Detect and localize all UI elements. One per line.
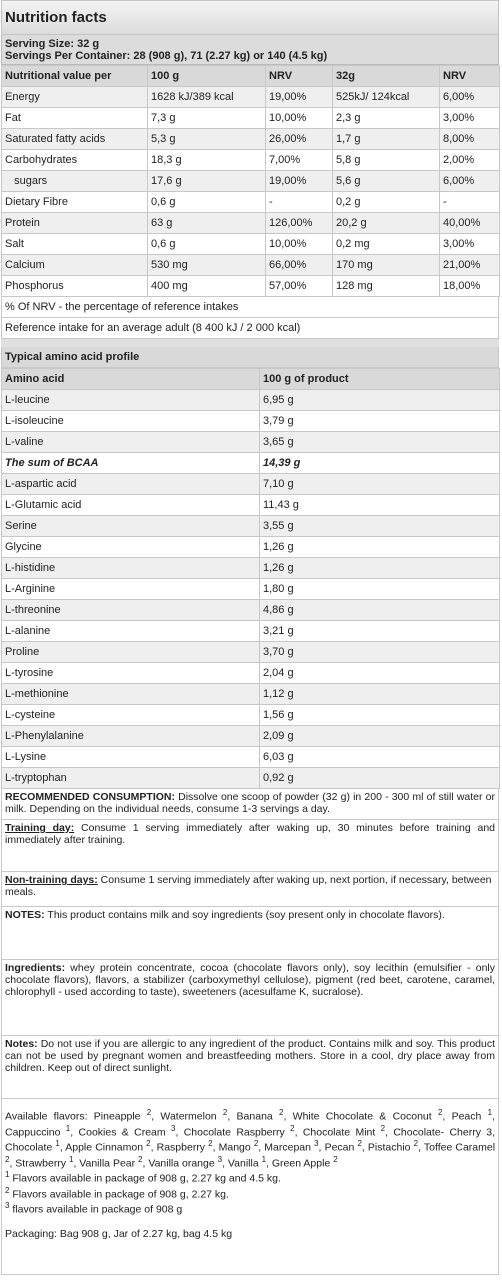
footnote-line: [5, 1169, 495, 1185]
flavor-name: Green Apple: [271, 1157, 331, 1169]
amino-row: [2, 705, 500, 726]
nutrition-cell: Fat: [2, 108, 148, 129]
amino-cell: 6,03 g: [260, 747, 500, 768]
nutrition-cell: 17,6 g: [148, 171, 266, 192]
notes-label: NOTES:: [5, 909, 45, 921]
amino-row: [2, 411, 500, 432]
amino-cell: L-methionine: [2, 684, 260, 705]
nutrition-cell: Salt: [2, 234, 148, 255]
nutrition-header-cell: Nutritional value per: [2, 66, 148, 87]
nutrition-cell: 1,7 g: [333, 129, 440, 150]
nutrition-table: [1, 65, 500, 297]
nutrition-row: [2, 150, 500, 171]
amino-cell: L-Arginine: [2, 579, 260, 600]
footnote-text: flavors available in package of 908 g: [9, 1203, 183, 1216]
amino-header-cell: 100 g of product: [260, 369, 500, 390]
nutrition-cell: 170 mg: [333, 255, 440, 276]
flavor-footnote-mark: 2: [437, 1108, 443, 1117]
amino-row: [2, 453, 500, 474]
flavors-intro: Available flavors:: [5, 1110, 88, 1123]
flavor-footnote-mark: 1: [55, 1139, 60, 1148]
nutrition-cell: 0,2 g: [333, 192, 440, 213]
footnote-line: [5, 1200, 495, 1216]
footnote-mark: 2: [5, 1185, 10, 1195]
flavor-name: Chocolate Raspberry: [183, 1126, 285, 1138]
nutrition-cell: 0,2 mg: [333, 234, 440, 255]
nutrition-cell: 26,00%: [266, 129, 333, 150]
amino-cell: 1,80 g: [260, 579, 500, 600]
amino-row: [2, 432, 500, 453]
nutrition-row: [2, 276, 500, 297]
flavor-footnote-mark: 2: [222, 1108, 228, 1117]
training-day-label: Training day:: [5, 822, 75, 834]
amino-cell: L-cysteine: [2, 705, 260, 726]
nutrition-cell: 5,8 g: [333, 150, 440, 171]
flavor-name: Vanilla orange: [148, 1157, 215, 1169]
flavor-name: Pineapple: [93, 1110, 141, 1123]
nutrition-header-cell: NRV: [266, 66, 333, 87]
nrv-note: % Of NRV - the percentage of reference intakes: [1, 297, 499, 318]
amino-cell: Proline: [2, 642, 260, 663]
nutrition-cell: 0,6 g: [148, 234, 266, 255]
amino-cell: L-threonine: [2, 600, 260, 621]
notes-block: [1, 907, 499, 960]
flavor-name: Marcepan: [264, 1141, 311, 1154]
nutrition-row: [2, 108, 500, 129]
nutrition-cell: 7,3 g: [148, 108, 266, 129]
nutrition-cell: Calcium: [2, 255, 148, 276]
amino-table: [1, 368, 500, 789]
amino-row: [2, 558, 500, 579]
notes-text: This product contains milk and soy ingredients (soy present only in chocolate flavors).: [44, 909, 445, 921]
ingredients-label: Ingredients:: [5, 962, 66, 974]
nutrition-header-cell: 32g: [333, 66, 440, 87]
warnings-label: Notes:: [5, 1038, 38, 1050]
nutrition-cell: 5,3 g: [148, 129, 266, 150]
amino-row: [2, 579, 500, 600]
serving-size: Serving Size: 32 g: [5, 38, 100, 50]
amino-cell: L-histidine: [2, 558, 260, 579]
amino-cell: 7,10 g: [260, 474, 500, 495]
nutrition-row: [2, 234, 500, 255]
nutrition-cell: 21,00%: [440, 255, 500, 276]
warnings-block: [1, 1036, 499, 1099]
amino-cell: 14,39 g: [260, 453, 500, 474]
amino-cell: L-Lysine: [2, 747, 260, 768]
nutrition-cell: 20,2 g: [333, 213, 440, 234]
flavor-footnote-mark: 2: [253, 1139, 259, 1148]
nutrition-cell: 525kJ/ 124kcal: [333, 87, 440, 108]
nutrition-row: [2, 213, 500, 234]
amino-cell: 2,09 g: [260, 726, 500, 747]
nutrition-cell: Carbohydrates: [2, 150, 148, 171]
amino-cell: L-valine: [2, 432, 260, 453]
amino-cell: L-Glutamic acid: [2, 495, 260, 516]
nutrition-cell: 19,00%: [266, 87, 333, 108]
nutrition-row: [2, 255, 500, 276]
nutrition-cell: Saturated fatty acids: [2, 129, 148, 150]
non-training-label: Non-training days:: [5, 874, 98, 886]
amino-cell: L-Phenylalanine: [2, 726, 260, 747]
training-day-text: Consume 1 serving immediately after waking up, 30 minutes before training and immediately after training.: [5, 822, 495, 846]
flavor-name: Chocolate Mint: [302, 1126, 376, 1138]
flavor-footnotes: [5, 1169, 495, 1216]
amino-row: [2, 726, 500, 747]
nutrition-cell: 126,00%: [266, 213, 333, 234]
amino-cell: L-isoleucine: [2, 411, 260, 432]
nutrition-cell: 63 g: [148, 213, 266, 234]
serving-info: [1, 35, 499, 65]
nutrition-header-row: [2, 66, 500, 87]
amino-cell: L-leucine: [2, 390, 260, 411]
flavor-footnote-mark: 2: [138, 1154, 143, 1164]
flavor-name: Peach: [451, 1110, 482, 1123]
flavor-footnote-mark: 2: [146, 1139, 151, 1148]
flavor-name: Mango: [218, 1141, 251, 1154]
nutrition-cell: 6,00%: [440, 87, 500, 108]
nutrition-cell: 400 mg: [148, 276, 266, 297]
amino-cell: 1,26 g: [260, 537, 500, 558]
nutrition-cell: 1628 kJ/389 kcal: [148, 87, 266, 108]
amino-cell: 0,92 g: [260, 768, 500, 789]
warnings-text: Do not use if you are allergic to any ingredient of the product. Contains milk and soy. This product can not be used by pregnant women and breastfeeding mothers. Store in a cool, dry place away from children. Keep out of direct sunlight.: [5, 1038, 495, 1074]
amino-row: [2, 474, 500, 495]
amino-cell: 1,56 g: [260, 705, 500, 726]
nutrition-cell: Energy: [2, 87, 148, 108]
flavors-block: [1, 1099, 499, 1275]
nutrition-cell: 2,3 g: [333, 108, 440, 129]
flavor-name: Cookies & Cream: [78, 1126, 166, 1138]
nutrition-cell: Protein: [2, 213, 148, 234]
nutrition-cell: 66,00%: [266, 255, 333, 276]
flavor-name: Watermelon: [160, 1110, 217, 1123]
nutrition-cell: -: [266, 192, 333, 213]
amino-row: [2, 747, 500, 768]
consumption-text: Dissolve one scoop of powder (32 g) in 200 - 300 ml of still water or milk. Depending on the individual needs, consume 1-3 servings a day.: [5, 791, 495, 815]
ingredients-block: [1, 960, 499, 1036]
footnote-text: Flavors available in package of 908 g, 2.27 kg.: [9, 1188, 229, 1200]
footnote-mark: 3: [5, 1201, 10, 1210]
nutrition-cell: 530 mg: [148, 255, 266, 276]
amino-cell: 3,65 g: [260, 432, 500, 453]
nutrition-cell: 3,00%: [440, 234, 500, 255]
footnote-mark: 1: [5, 1170, 10, 1179]
amino-row: [2, 642, 500, 663]
nutrition-document: [1, 0, 499, 1275]
amino-row: [2, 495, 500, 516]
nutrition-cell: 57,00%: [266, 276, 333, 297]
amino-row: [2, 663, 500, 684]
flavor-footnote-mark: 2: [208, 1139, 213, 1148]
flavor-footnote-mark: 2: [279, 1108, 284, 1117]
flavor-footnote-mark: 1: [487, 1108, 493, 1117]
non-training-block: [1, 872, 499, 907]
footnote-text: Flavors available in package of 908 g, 2.27 kg and 4.5 kg.: [9, 1172, 281, 1185]
nutrition-cell: 19,00%: [266, 171, 333, 192]
packaging-text: Packaging: Bag 908 g, Jar of 2.27 kg, bag 4.5 kg: [5, 1227, 233, 1240]
flavor-footnote-mark: 2: [146, 1108, 152, 1117]
flavor-footnote-mark: 2: [413, 1139, 419, 1148]
flavor-footnote-mark: 3: [314, 1139, 319, 1148]
nutrition-header-cell: 100 g: [148, 66, 266, 87]
nutrition-cell: -: [440, 192, 500, 213]
flavor-name: White Chocolate & Coconut: [292, 1110, 432, 1123]
flavor-name: Banana: [236, 1110, 273, 1123]
amino-cell: L-tryptophan: [2, 768, 260, 789]
flavor-footnote-mark: 2: [357, 1139, 362, 1148]
footnote-line: [5, 1185, 495, 1201]
nutrition-cell: 8,00%: [440, 129, 500, 150]
nutrition-cell: 10,00%: [266, 108, 333, 129]
nutrition-cell: 18,00%: [440, 276, 500, 297]
amino-cell: 3,70 g: [260, 642, 500, 663]
nutrition-cell: 7,00%: [266, 150, 333, 171]
amino-cell: Serine: [2, 516, 260, 537]
nutrition-cell: Dietary Fibre: [2, 192, 148, 213]
nutrition-row: [2, 129, 500, 150]
amino-cell: L-alanine: [2, 621, 260, 642]
flavor-name: Raspberry: [156, 1141, 206, 1154]
training-day-block: [1, 820, 499, 872]
amino-header-cell: Amino acid: [2, 369, 260, 390]
amino-cell: Glycine: [2, 537, 260, 558]
amino-row: [2, 684, 500, 705]
nutrition-row: [2, 171, 500, 192]
amino-row: [2, 768, 500, 789]
amino-cell: 1,12 g: [260, 684, 500, 705]
amino-profile-title: Typical amino acid profile: [1, 347, 499, 368]
flavor-name: Cappuccino: [5, 1126, 61, 1138]
nutrition-cell: Phosphorus: [2, 276, 148, 297]
amino-cell: L-tyrosine: [2, 663, 260, 684]
consumption-block: [1, 789, 499, 820]
flavor-name: Vanilla: [227, 1157, 259, 1169]
amino-header-row: [2, 369, 500, 390]
amino-row: [2, 621, 500, 642]
flavor-footnote-mark: 2: [333, 1154, 338, 1164]
nutrition-cell: 10,00%: [266, 234, 333, 255]
amino-cell: L-aspartic acid: [2, 474, 260, 495]
amino-cell: 6,95 g: [260, 390, 500, 411]
amino-row: [2, 600, 500, 621]
amino-cell: 2,04 g: [260, 663, 500, 684]
nutrition-cell: 128 mg: [333, 276, 440, 297]
flavor-footnote-mark: 1: [68, 1154, 74, 1164]
flavor-name: Pecan: [324, 1141, 355, 1154]
nutrition-header-cell: NRV: [440, 66, 500, 87]
amino-cell: 3,55 g: [260, 516, 500, 537]
nutrition-row: [2, 87, 500, 108]
flavor-name: Apple Cinnamon: [65, 1141, 144, 1154]
page-title: Nutrition facts: [1, 0, 499, 35]
flavor-footnote-mark: 2: [290, 1123, 295, 1133]
flavor-footnote-mark: 2: [5, 1154, 10, 1164]
nutrition-cell: 18,3 g: [148, 150, 266, 171]
flavor-name: Chocolate- Cherry 3, Chocolate: [5, 1126, 496, 1154]
nutrition-cell: 2,00%: [440, 150, 500, 171]
servings-per-container: Servings Per Container: 28 (908 g), 71 (2.27 kg) or 140 (4.5 kg): [5, 50, 328, 62]
nutrition-cell: 5,6 g: [333, 171, 440, 192]
amino-cell: 11,43 g: [260, 495, 500, 516]
reference-note: Reference intake for an average adult (8 400 kJ / 2 000 kcal): [1, 318, 499, 339]
nutrition-cell: 40,00%: [440, 213, 500, 234]
amino-row: [2, 516, 500, 537]
nutrition-cell: 3,00%: [440, 108, 500, 129]
amino-cell: 1,26 g: [260, 558, 500, 579]
section-divider: [1, 339, 499, 347]
amino-row: [2, 390, 500, 411]
flavor-name: Vanilla Pear: [79, 1157, 136, 1169]
nutrition-cell: 0,6 g: [148, 192, 266, 213]
flavor-name: Pistachio: [367, 1141, 411, 1154]
amino-row: [2, 537, 500, 558]
consumption-label: RECOMMENDED CONSUMPTION:: [5, 791, 175, 803]
ingredients-text: whey protein concentrate, cocoa (chocolate flavors only), soy lecithin (emulsifier - only chocolate flavors), flavors, a stabilizer (carboxymethyl cellulose), pigment (red beet, carotene, caramel, chlorophyll - used according to taste), sweeteners (acesulfame K, sucralose).: [5, 962, 495, 998]
flavor-footnote-mark: 2: [380, 1123, 386, 1133]
flavor-name: Toffee Caramel: [423, 1141, 496, 1154]
flavor-footnote-mark: 3: [217, 1154, 223, 1164]
flavor-footnote-mark: 3: [170, 1123, 176, 1133]
flavor-footnote-mark: 1: [261, 1154, 267, 1164]
flavor-name: Strawberry: [15, 1157, 67, 1169]
flavors-list: Available flavors: Pineapple $^2$, Watermelon $^2$, Banana $^2$, White Chocolate & Coconut $^2$, Peach $^1$, Cappuccino $^1$, Cookies & Cream $^3$, Chocolate Raspberry $^2$, Chocolate Mint $^2$, Chocolate- Cherry 3, Chocolate $^1$, Apple Cinnamon $^2$, Raspberry $^2$, Mango $^2$, Marcepan $^3$, Pecan $^2$, Pistachio $^2$, Toffee Caramel $^2$, Strawberry $^1$, Vanilla Pear $^2$, Vanilla orange $^3$, Vanilla $^1$, Green Apple $^2$: [5, 1108, 496, 1169]
amino-cell: The sum of BCAA: [2, 453, 260, 474]
nutrition-cell: sugars: [2, 171, 148, 192]
non-training-text: Consume 1 serving immediately after waking up, next portion, if necessary, between meals.: [5, 874, 492, 898]
flavor-footnote-mark: 1: [65, 1123, 71, 1133]
nutrition-row: [2, 192, 500, 213]
nutrition-cell: 6,00%: [440, 171, 500, 192]
amino-cell: 3,21 g: [260, 621, 500, 642]
amino-cell: 4,86 g: [260, 600, 500, 621]
amino-cell: 3,79 g: [260, 411, 500, 432]
